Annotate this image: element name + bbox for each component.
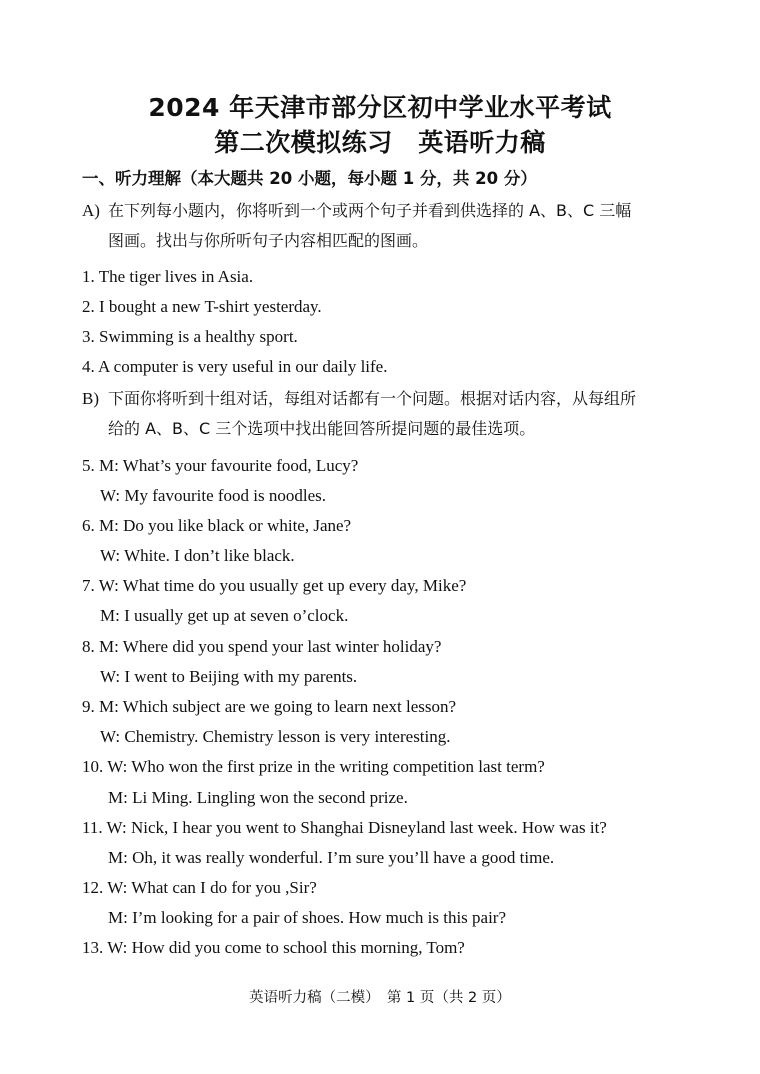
dialogue-line: M: I usually get up at seven o’clock. bbox=[100, 606, 349, 625]
part-a-line-2: 图画。找出与你所听句子内容相匹配的图画。 bbox=[108, 231, 429, 250]
part-a-line-1: 在下列每小题内，你将听到一个或两个句子并看到供选择的 A、B、C 三幅 bbox=[108, 201, 632, 220]
question-2: 2. I bought a new T-shirt yesterday. bbox=[82, 297, 322, 316]
dialogue-line: 9. M: Which subject are we going to learn next lesson? bbox=[82, 697, 457, 716]
dialogue-line: 12. W: What can I do for you ,Sir? bbox=[82, 878, 317, 897]
part-a-instructions bbox=[82, 196, 682, 256]
dialogue-line: 13. W: How did you come to school this morning, Tom? bbox=[82, 938, 465, 957]
part-b-instructions bbox=[82, 384, 682, 444]
part-a-label: A) bbox=[82, 201, 100, 220]
question-4: 4. A computer is very useful in our daily life. bbox=[82, 357, 388, 376]
section-heading: 一、听力理解（本大题共 20 小题，每小题 1 分，共 20 分） bbox=[82, 169, 537, 188]
dialogue-line: W: My favourite food is noodles. bbox=[100, 486, 326, 505]
page-footer: 英语听力稿（二模） 第 1 页（共 2 页） bbox=[249, 990, 511, 1006]
dialogue-line: 10. W: Who won the first prize in the writing competition last term? bbox=[82, 757, 545, 776]
dialogue-line: M: Oh, it was really wonderful. I’m sure you’ll have a good time. bbox=[108, 848, 555, 867]
question-1: 1. The tiger lives in Asia. bbox=[82, 267, 254, 286]
dialogue-line: M: I’m looking for a pair of shoes. How much is this pair? bbox=[108, 908, 507, 927]
dialogue-line: 11. W: Nick, I hear you went to Shanghai Disneyland last week. How was it? bbox=[82, 818, 607, 837]
document-title-line-2: 第二次模拟练习 英语听力稿 bbox=[214, 128, 546, 157]
dialogue-line: 7. W: What time do you usually get up every day, Mike? bbox=[82, 576, 467, 595]
dialogue-line: 8. M: Where did you spend your last winter holiday? bbox=[82, 637, 442, 656]
dialogue-line: W: I went to Beijing with my parents. bbox=[100, 667, 358, 686]
dialogue-line: W: White. I don’t like black. bbox=[100, 546, 295, 565]
dialogue-line: 6. M: Do you like black or white, Jane? bbox=[82, 516, 352, 535]
question-3: 3. Swimming is a healthy sport. bbox=[82, 327, 298, 346]
dialogue-line: 5. M: What’s your favourite food, Lucy? bbox=[82, 456, 359, 475]
document-title-line-1: 2024 年天津市部分区初中学业水平考试 bbox=[148, 93, 612, 122]
dialogue-line: M: Li Ming. Lingling won the second prize. bbox=[108, 788, 408, 807]
part-b-label: B) bbox=[82, 389, 99, 408]
part-b-line-2: 给的 A、B、C 三个选项中找出能回答所提问题的最佳选项。 bbox=[108, 419, 536, 438]
dialogue-line: W: Chemistry. Chemistry lesson is very interesting. bbox=[100, 727, 451, 746]
part-b-line-1: 下面你将听到十组对话，每组对话都有一个问题。根据对话内容，从每组所 bbox=[108, 389, 637, 408]
